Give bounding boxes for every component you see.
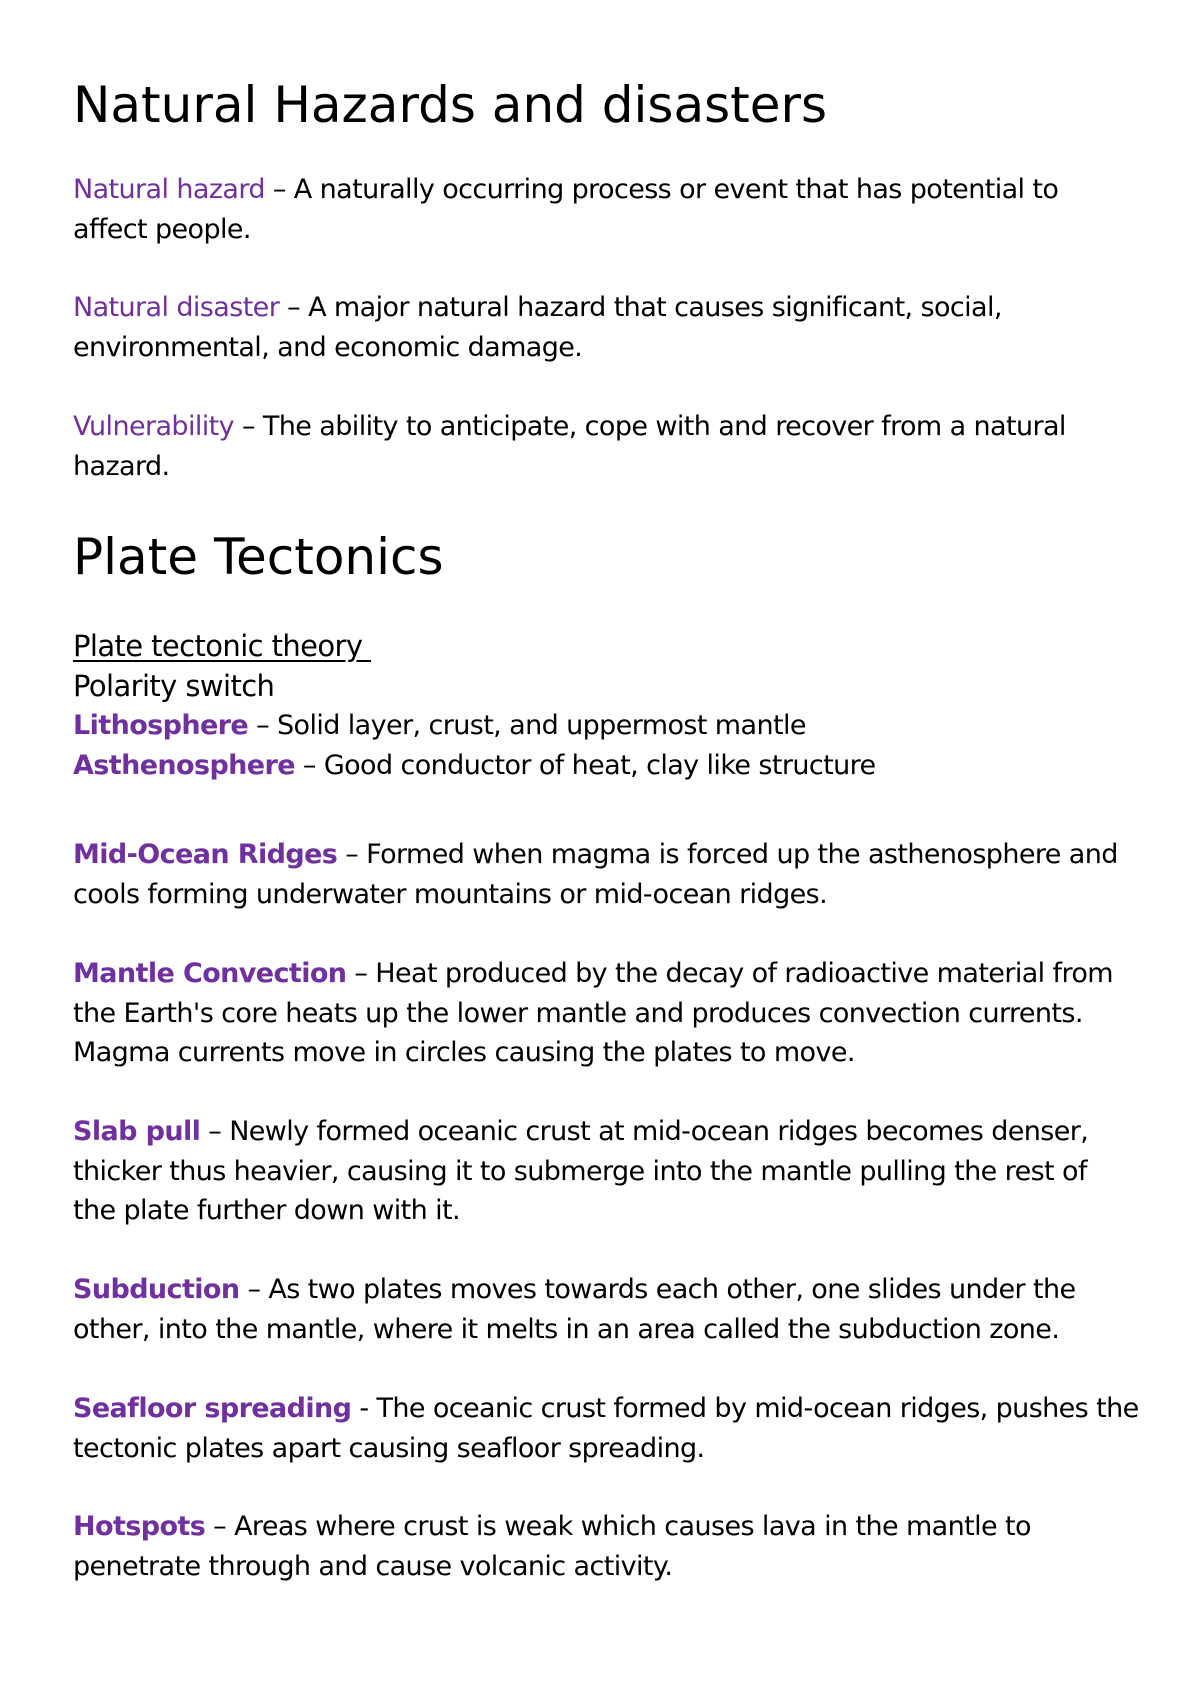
term-subduction: Subduction	[73, 1274, 240, 1305]
term-hotspots: Hotspots	[73, 1511, 206, 1542]
definition-vulnerability: Vulnerability – The ability to anticipate, cope with and recover from a natural hazard.	[73, 411, 1066, 482]
definition-lithosphere: Lithosphere – Solid layer, crust, and uppermost mantle	[73, 710, 806, 741]
term-natural-disaster: Natural disaster	[73, 292, 280, 323]
polarity-switch: Polarity switch	[73, 668, 275, 703]
definition-mid-ocean-ridges: Mid-Ocean Ridges – Formed when magma is forced up the asthenosphere and cools forming underwater mountains or mid-ocean ridges.	[73, 839, 1118, 910]
definition-asthenosphere: Asthenosphere – Good conductor of heat, clay like structure	[73, 749, 876, 781]
heading-natural-hazards: Natural Hazards and disasters	[73, 76, 828, 134]
plate-theory-block	[73, 627, 1143, 785]
subheading-plate-tectonic-theory: Plate tectonic theory	[73, 629, 372, 663]
term-seafloor-spreading: Seafloor spreading	[73, 1393, 352, 1424]
heading-plate-tectonics: Plate Tectonics	[73, 528, 444, 586]
term-mid-ocean-ridges: Mid-Ocean Ridges	[73, 839, 338, 870]
definition-natural-disaster: Natural disaster – A major natural hazard that causes significant, social, environmental, and economic damage.	[73, 292, 1002, 363]
term-slab-pull: Slab pull	[73, 1116, 201, 1147]
definition-subduction: Subduction – As two plates moves towards each other, one slides under the other, into the mantle, where it melts in an area called the subduction zone.	[73, 1274, 1076, 1345]
term-natural-hazard: Natural hazard	[73, 174, 265, 205]
term-asthenosphere: Asthenosphere	[73, 749, 295, 781]
term-lithosphere: Lithosphere	[73, 710, 249, 741]
definition-hotspots: Hotspots – Areas where crust is weak which causes lava in the mantle to penetrate through and cause volcanic activity.	[73, 1511, 1031, 1582]
term-mantle-convection: Mantle Convection	[73, 958, 347, 989]
term-vulnerability: Vulnerability	[73, 411, 235, 442]
definition-slab-pull: Slab pull – Newly formed oceanic crust at mid-ocean ridges becomes denser, thicker thus heavier, causing it to submerge into the mantle pulling the rest of the plate further down with it.	[73, 1116, 1089, 1226]
definition-seafloor-spreading: Seafloor spreading - The oceanic crust formed by mid-ocean ridges, pushes the tectonic plates apart causing seafloor spreading.	[73, 1393, 1139, 1464]
definition-natural-hazard: Natural hazard – A naturally occurring process or event that has potential to affect people.	[73, 174, 1059, 245]
definition-mantle-convection: Mantle Convection – Heat produced by the decay of radioactive material from the Earth's core heats up the lower mantle and produces convection currents. Magma currents move in circles causing the plates to move.	[73, 958, 1113, 1068]
